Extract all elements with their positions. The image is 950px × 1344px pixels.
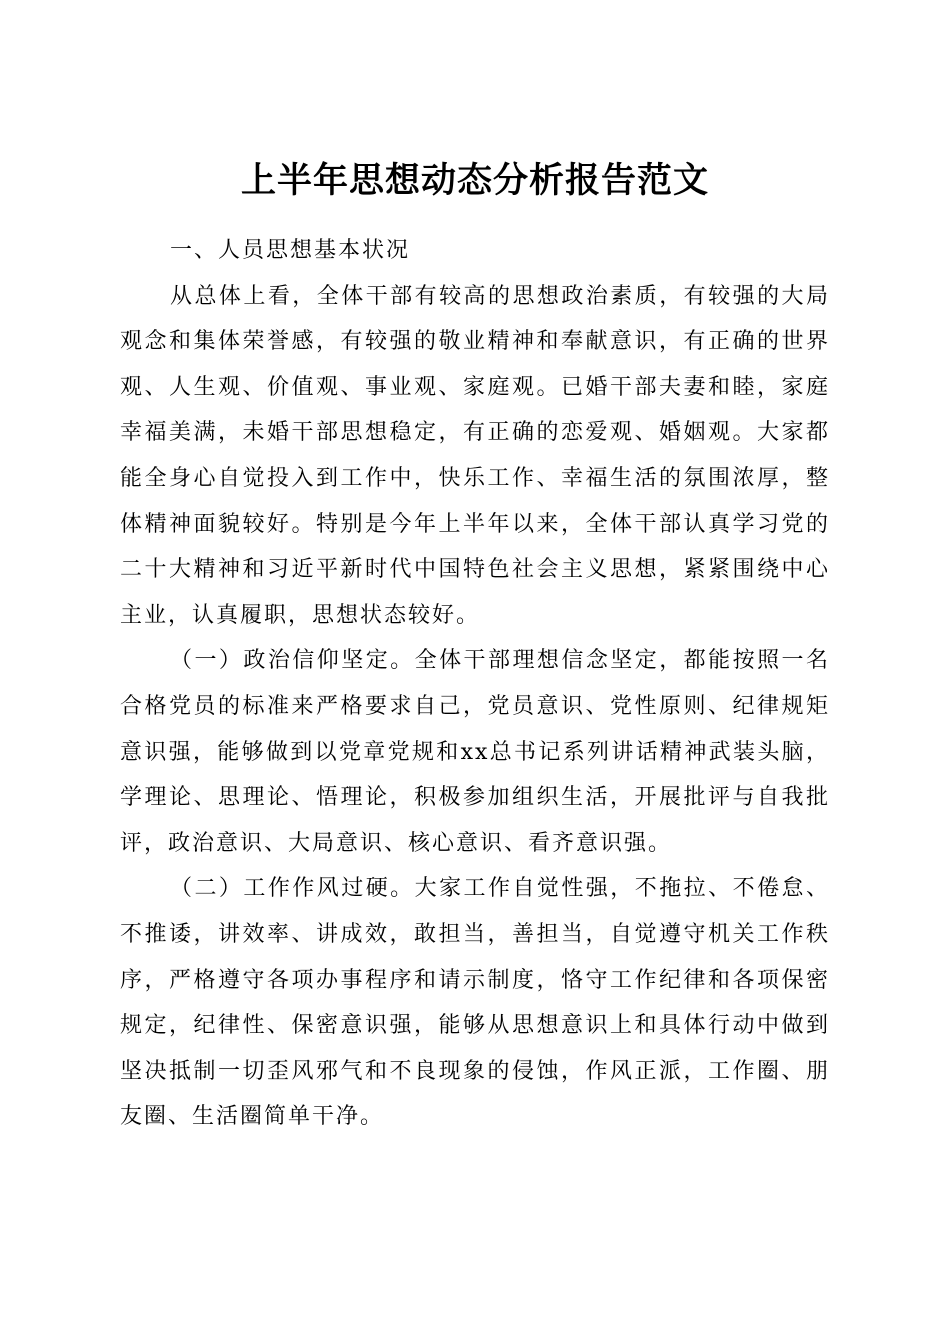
paragraph-work-style: （二）工作作风过硬。大家工作自觉性强，不拖拉、不倦怠、不推诿，讲效率、讲成效，敢担当，善担当，自觉遵守机关工作秩序，严格遵守各项办事程序和请示制度，恪守工作纪律和各项保密规定，纪律性、保密意识强，能够从思想意识上和具体行动中做到坚决抵制一切歪风邪气和不良现象的侵蚀，作风正派，工作圈、朋友圈、生活圈简单干净。: [120, 876, 830, 1130]
document-title: 上半年思想动态分析报告范文: [240, 160, 709, 202]
document-body: [120, 228, 830, 1140]
paragraph-overview: 从总体上看，全体干部有较高的思想政治素质，有较强的大局观念和集体荣誉感，有较强的敬业精神和奉献意识，有正确的世界观、人生观、价值观、事业观、家庭观。已婚干部夫妻和睦，家庭幸福美满，未婚干部思想稳定，有正确的恋爱观、婚姻观。大家都能全身心自觉投入到工作中，快乐工作、幸福生活的氛围浓厚，整体精神面貌较好。特别是今年上半年以来，全体干部认真学习党的二十大精神和习近平新时代中国特色社会主义思想，紧紧围绕中心主业，认真履职，思想状态较好。: [120, 283, 830, 628]
paragraph-political-belief: （一）政治信仰坚定。全体干部理想信念坚定，都能按照一名合格党员的标准来严格要求自己，党员意识、党性原则、纪律规矩意识强，能够做到以党章党规和xx总书记系列讲话精神武装头脑，学理论、思理论、悟理论，积极参加组织生活，开展批评与自我批评，政治意识、大局意识、核心意识、看齐意识强。: [120, 648, 830, 856]
section-heading: 一、人员思想基本状况: [170, 238, 411, 263]
